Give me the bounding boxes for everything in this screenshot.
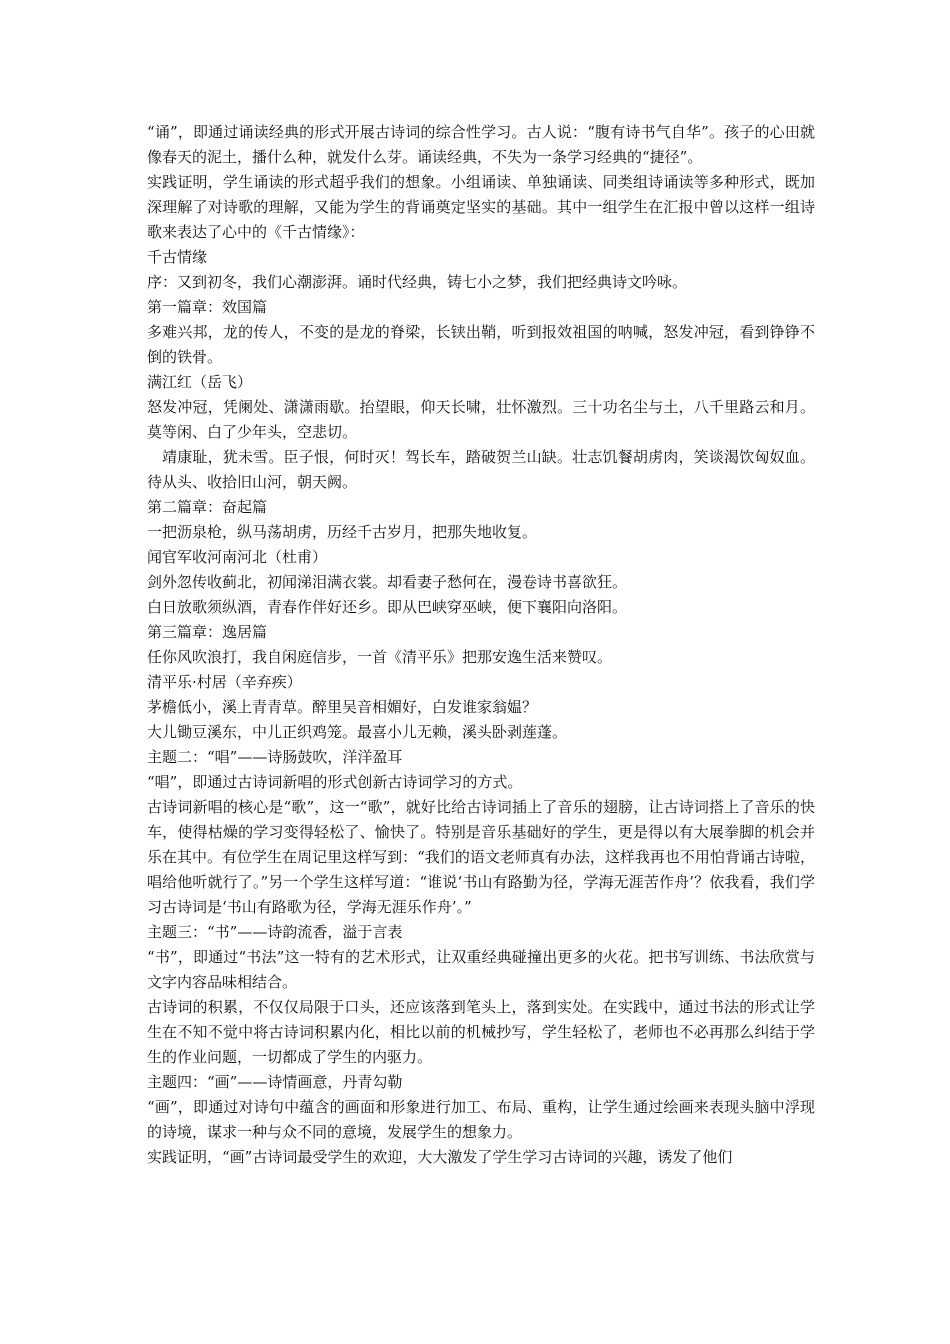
poem-line-1: 剑外忽传收蓟北，初闻涕泪满衣裳。却看妻子愁何在，漫卷诗书喜欲狂。 — [147, 573, 628, 591]
poem-title-wenguanjun: 闻官军收河南河北（杜甫） — [147, 548, 328, 566]
theme-three-heading: 主题三：“书”——诗韵流香，溢于言表 — [147, 923, 403, 941]
theme-four-heading: 主题四：“画”——诗情画意，丹青勾勒 — [147, 1073, 403, 1091]
theme-two-intro: “唱”，即通过古诗词新唱的形式创新古诗词学习的方式。 — [147, 773, 523, 791]
chapter-three-heading: 第三篇章：逸居篇 — [147, 623, 268, 641]
theme-three-intro: “书”，即通过“书法”这一特有的艺术形式，让双重经典碰撞出更多的火花。把书写训练、书法欣赏与文字内容品味相结合。 — [147, 948, 815, 991]
paragraph-recite-practice: 实践证明，学生诵读的形式超乎我们的想象。小组诵读、单独诵读、同类组诗诵读等多种形式，既加深理解了对诗歌的理解，又能为学生的背诵奠定坚实的基础。其中一组学生在汇报中曾以这样一组诗歌来表达了心中的《千古情缘》： — [147, 173, 815, 241]
poem-line-4: 大儿锄豆溪东，中儿正织鸡笼。最喜小儿无赖，溪头卧剥莲蓬。 — [147, 723, 568, 741]
paragraph-recite-intro: “诵”，即通过诵读经典的形式开展古诗词的综合性学习。古人说：“腹有诗书气自华”。孩子的心田就像春天的泥土，播什么种，就发什么芽。诵读经典，不失为一条学习经典的“捷径”。 — [147, 123, 815, 166]
chapter-one-heading: 第一篇章：效国篇 — [147, 298, 268, 316]
theme-three-body: 古诗词的积累，不仅仅局限于口头，还应该落到笔头上，落到实处。在实践中，通过书法的形式让学生在不知不觉中将古诗词积累内化，相比以前的机械抄写，学生轻松了，老师也不必再那么纠结于学生的作业问题，一切都成了学生的内驱力。 — [147, 998, 815, 1066]
preface-line: 序：又到初冬，我们心潮澎湃。诵时代经典，铸七小之梦，我们把经典诗文吟咏。 — [147, 273, 688, 291]
theme-two-heading: 主题二：“唱”——诗肠鼓吹，洋洋盈耳 — [147, 748, 403, 766]
poem-title-manjianghong: 满江红（岳飞） — [147, 373, 253, 391]
poem-collection-title: 千古情缘 — [147, 248, 208, 266]
poem-line-2: 白日放歌须纵酒，青春作伴好还乡。即从巴峡穿巫峡，便下襄阳向洛阳。 — [147, 598, 628, 616]
chapter-two-heading: 第二篇章：奋起篇 — [147, 498, 268, 516]
document-body — [147, 120, 815, 1170]
theme-four-intro: “画”，即通过对诗句中蕴含的画面和形象进行加工、布局、重构，让学生通过绘画来表现头脑中浮现的诗境，谋求一种与众不同的意境，发展学生的想象力。 — [147, 1098, 815, 1141]
poem-stanza-1: 怒发冲冠，凭阑处、潇潇雨歇。抬望眼，仰天长啸，壮怀激烈。三十功名尘与土，八千里路云和月。莫等闲、白了少年头，空悲切。 — [147, 398, 815, 441]
theme-two-body: 古诗词新唱的核心是“歌”，这一“歌”，就好比给古诗词插上了音乐的翅膀，让古诗词搭上了音乐的快车，使得枯燥的学习变得轻松了、愉快了。特别是音乐基础好的学生，更是得以有大展拳脚的机会并乐在其中。有位学生在周记里这样写到：“我们的语文老师真有办法，这样我再也不用怕背诵古诗啦，唱给他听就行了。”另一个学生这样写道：“谁说‘书山有路勤为径，学海无涯苦作舟’？依我看，我们学习古诗词是‘书山有路歌为径，学海无涯乐作舟’。” — [147, 798, 815, 916]
poem-line-3: 茅檐低小，溪上青青草。醉里吴音相媚好，白发谁家翁媪？ — [147, 698, 538, 716]
theme-four-body: 实践证明，“画”古诗词最受学生的欢迎，大大激发了学生学习古诗词的兴趣，诱发了他们 — [147, 1148, 733, 1166]
chapter-three-intro: 任你风吹浪打，我自闲庭信步，一首《清平乐》把那安逸生活来赞叹。 — [147, 648, 613, 666]
chapter-two-intro: 一把沥泉枪，纵马荡胡虏，历经千古岁月，把那失地收复。 — [147, 523, 538, 541]
poem-stanza-2: 靖康耻，犹未雪。臣子恨，何时灭！驾长车，踏破贺兰山缺。壮志饥餐胡虏肉，笑谈渴饮匈奴血。待从头、收拾旧山河，朝天阙。 — [147, 448, 815, 491]
poem-title-qingpingle: 清平乐·村居（辛弃疾） — [147, 673, 302, 691]
chapter-one-intro: 多难兴邦，龙的传人，不变的是龙的脊梁，长铗出鞘，听到报效祖国的呐喊，怒发冲冠，看到铮铮不倒的铁骨。 — [147, 323, 815, 366]
